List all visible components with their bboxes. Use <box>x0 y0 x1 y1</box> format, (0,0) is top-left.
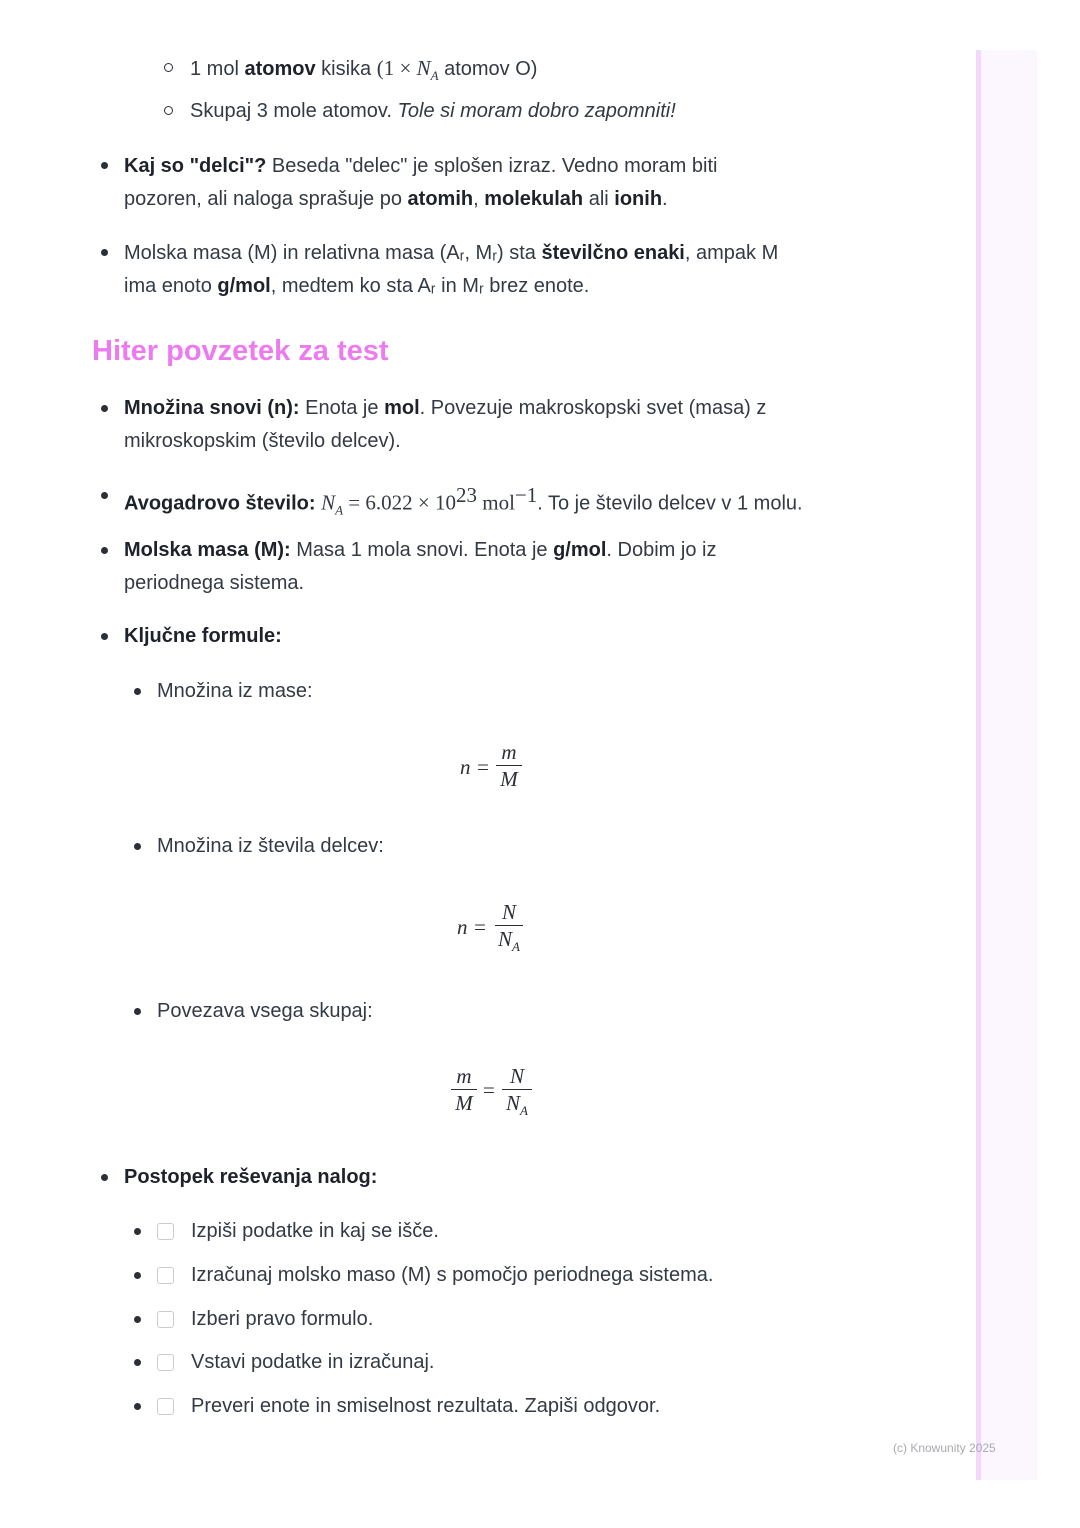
paragraph-delci-line2: pozoren, ali naloga sprašuje po atomih, molekulah ali ionih. <box>124 188 668 210</box>
bullet-icon <box>101 405 108 412</box>
paragraph-molska-line1: Molska masa (M) in relativna masa (Aᵣ, Mᵣ) sta številčno enaki, ampak M <box>124 242 779 264</box>
step-2-label: Izračunaj molsko maso (M) s pomočjo periodnega sistema. <box>191 1264 714 1286</box>
circle-bullet-icon <box>164 106 173 115</box>
formula-n-from-mass: n = m M <box>460 740 540 796</box>
checkbox-step-5[interactable] <box>157 1398 174 1415</box>
circle-bullet-icon <box>164 63 173 72</box>
list-item-total-moles: Skupaj 3 mole atomov. Tole si moram dobro zapomniti! <box>190 100 676 122</box>
summary-formule-title: Ključne formule: <box>124 625 282 647</box>
summary-postopek-title: Postopek reševanja nalog: <box>124 1166 378 1188</box>
step-4-label: Vstavi podatke in izračunaj. <box>191 1351 435 1373</box>
step-3-label: Izberi pravo formulo. <box>191 1308 374 1330</box>
checkbox-step-3[interactable] <box>157 1311 174 1328</box>
formula-label-mass: Množina iz mase: <box>157 680 313 702</box>
bullet-icon <box>101 547 108 554</box>
bullet-icon <box>134 688 141 695</box>
checkbox-step-2[interactable] <box>157 1267 174 1284</box>
formula-n-from-particles: n = N $N_A$ <box>457 900 537 956</box>
bullet-icon <box>134 1316 141 1323</box>
bullet-icon <box>134 843 141 850</box>
paragraph-molska-line2: ima enoto g/mol, medtem ko sta Aᵣ in Mᵣ brez enote. <box>124 275 590 297</box>
summary-avogadro: Avogadrovo število: $N_A = 6.022 \times 10^{23}$ mol$^{-1}$. To je število delcev v 1 molu. <box>124 483 803 518</box>
paragraph-delci-line1: Kaj so "delci"? Beseda "delec" je splošen izraz. Vedno moram biti <box>124 155 718 177</box>
summary-molska-masa-line1: Molska masa (M): Masa 1 mola snovi. Enota je g/mol. Dobim jo iz <box>124 539 717 561</box>
copyright-footer: (c) Knowunity 2025 <box>893 1441 996 1455</box>
summary-mnozina-line2: mikroskopskim (število delcev). <box>124 430 401 452</box>
bullet-icon <box>134 1359 141 1366</box>
checkbox-step-4[interactable] <box>157 1354 174 1371</box>
summary-mnozina-line1: Množina snovi (n): Enota je mol. Povezuje makroskopski svet (masa) z <box>124 397 767 419</box>
step-1-label: Izpiši podatke in kaj se išče. <box>191 1220 439 1242</box>
bullet-icon <box>101 1174 108 1181</box>
bullet-icon <box>134 1272 141 1279</box>
formula-label-combined: Povezava vsega skupaj: <box>157 1000 373 1022</box>
formula-label-particles: Množina iz števila delcev: <box>157 835 384 857</box>
bullet-icon <box>134 1008 141 1015</box>
list-item-oxygen-atoms: 1 mol atomov kisika ($1 \times N_A$ atomov O) <box>190 56 538 83</box>
bullet-icon <box>134 1403 141 1410</box>
step-5-label: Preveri enote in smiselnost rezultata. Zapiši odgovor. <box>191 1395 661 1417</box>
bullet-icon <box>101 249 108 256</box>
bullet-icon <box>134 1228 141 1235</box>
bullet-icon <box>101 492 108 499</box>
checkbox-step-1[interactable] <box>157 1223 174 1240</box>
bullet-icon <box>101 162 108 169</box>
page-side-margin <box>976 50 1037 1480</box>
summary-molska-masa-line2: periodnega sistema. <box>124 572 305 594</box>
bullet-icon <box>101 633 108 640</box>
formula-combined: m M = N $N_A$ <box>451 1064 541 1120</box>
section-heading: Hiter povzetek za test <box>92 335 389 367</box>
